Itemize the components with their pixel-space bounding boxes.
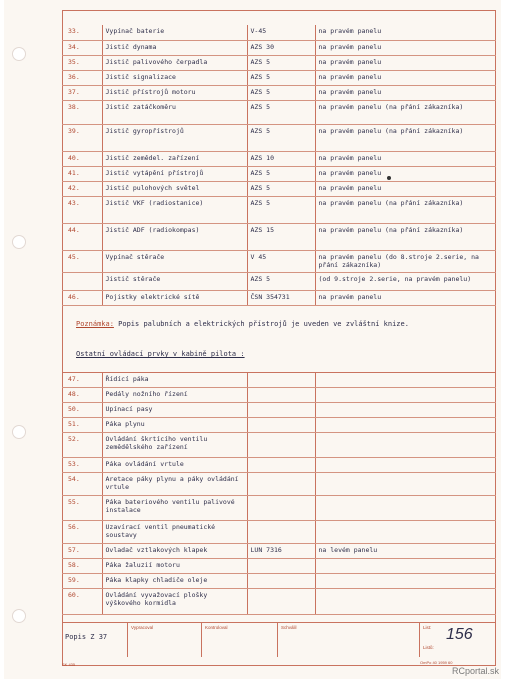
- item-location: [315, 589, 496, 615]
- table-row: [62, 574, 496, 589]
- item-type: [247, 559, 315, 574]
- title-block: [62, 622, 496, 656]
- item-number: 38.: [62, 100, 102, 124]
- item-type: ČSN 354731: [247, 290, 315, 305]
- item-description: Páka klapky chladiče oleje: [102, 574, 247, 589]
- item-location: [315, 458, 496, 473]
- item-type: AZS 5: [247, 166, 315, 181]
- table-row: [62, 388, 496, 403]
- item-type: [247, 473, 315, 496]
- item-type: [247, 373, 315, 388]
- punch-hole: [12, 425, 26, 439]
- item-type: [247, 574, 315, 589]
- print-code: OmPo 40 1959 60: [420, 660, 453, 665]
- table-row: [62, 559, 496, 574]
- table-row: [62, 196, 496, 223]
- listu-label: Listů:: [423, 645, 434, 650]
- item-description: Páka plynu: [102, 418, 247, 433]
- item-description: Uzavírací ventil pneumatické soustavy: [102, 521, 247, 544]
- page-number: 156: [446, 626, 473, 643]
- item-number: 56.: [62, 521, 102, 544]
- kontroloval-label: Kontroloval: [202, 623, 278, 657]
- item-type: AZS 15: [247, 223, 315, 250]
- table-row: [62, 521, 496, 544]
- item-location: na pravém panelu: [315, 25, 496, 40]
- item-number: 48.: [62, 388, 102, 403]
- table-row: [62, 166, 496, 181]
- table-row: [62, 290, 496, 305]
- table-row: [62, 373, 496, 388]
- vypracoval-label: Vypracoval: [128, 623, 202, 657]
- item-description: Jistič přístrojů motoru: [102, 85, 247, 100]
- item-number: 47.: [62, 373, 102, 388]
- item-number: 53.: [62, 458, 102, 473]
- form-code: SK 435: [62, 662, 76, 667]
- item-location: [315, 388, 496, 403]
- item-number: 58.: [62, 559, 102, 574]
- doc-title: Popis Z 37: [62, 623, 128, 657]
- electrical-items-table: [62, 25, 496, 306]
- table-row: [62, 151, 496, 166]
- item-description: Páka ovládání vrtule: [102, 458, 247, 473]
- item-number: 37.: [62, 85, 102, 100]
- item-description: Pojistky elektrické sítě: [102, 290, 247, 305]
- table-row: [62, 70, 496, 85]
- item-location: na levém panelu: [315, 544, 496, 559]
- ink-dot: [387, 176, 391, 180]
- item-number: 46.: [62, 290, 102, 305]
- item-description: Jistič palivového čerpadla: [102, 55, 247, 70]
- item-number: 39.: [62, 124, 102, 151]
- item-description: Řídící páka: [102, 373, 247, 388]
- item-number: 59.: [62, 574, 102, 589]
- item-description: Páka žaluzií motoru: [102, 559, 247, 574]
- table-row: [62, 250, 496, 272]
- item-type: [247, 388, 315, 403]
- item-description: Jistič signalizace: [102, 70, 247, 85]
- cockpit-controls-table: [62, 372, 496, 615]
- item-type: AZS 5: [247, 272, 315, 290]
- item-description: Ovladač vztlakových klapek: [102, 544, 247, 559]
- item-location: [315, 559, 496, 574]
- item-description: Vypínač baterie: [102, 25, 247, 40]
- schvalil-label: Schválil: [278, 623, 420, 657]
- item-type: AZS 5: [247, 196, 315, 223]
- item-description: Jistič gyropřístrojů: [102, 124, 247, 151]
- table-row: [62, 403, 496, 418]
- item-number: 40.: [62, 151, 102, 166]
- table-row: [62, 40, 496, 55]
- item-location: [315, 473, 496, 496]
- item-number: 54.: [62, 473, 102, 496]
- item-location: [315, 433, 496, 458]
- section-heading: Ostatní ovládací prvky v kabině pilota :: [76, 350, 245, 358]
- table-row: [62, 473, 496, 496]
- table-row: [62, 458, 496, 473]
- table-row: [62, 433, 496, 458]
- table-row: [62, 25, 496, 40]
- watermark: RCportal.sk: [451, 666, 499, 676]
- item-location: [315, 373, 496, 388]
- table-row: [62, 100, 496, 124]
- punch-hole: [12, 609, 26, 623]
- item-type: AZS 30: [247, 40, 315, 55]
- note-line: [76, 320, 494, 328]
- item-number: 35.: [62, 55, 102, 70]
- item-location: na pravém panelu (na přání zákazníka): [315, 124, 496, 151]
- item-type: AZS 5: [247, 100, 315, 124]
- item-description: Ovládání škrtícího ventilu zemědělského zařízení: [102, 433, 247, 458]
- item-number: 34.: [62, 40, 102, 55]
- item-description: Aretace páky plynu a páky ovládání vrtule: [102, 473, 247, 496]
- item-type: [247, 458, 315, 473]
- item-location: na pravém panelu: [315, 151, 496, 166]
- item-location: na pravém panelu (na přání zákazníka): [315, 223, 496, 250]
- item-description: Upínací pasy: [102, 403, 247, 418]
- item-type: [247, 403, 315, 418]
- item-type: [247, 589, 315, 615]
- item-type: [247, 433, 315, 458]
- item-location: na pravém panelu (na přání zákazníka): [315, 100, 496, 124]
- table-row: [62, 124, 496, 151]
- item-type: V-45: [247, 25, 315, 40]
- item-description: Jistič VKF (radiostanice): [102, 196, 247, 223]
- item-location: na pravém panelu: [315, 40, 496, 55]
- item-number: 43.: [62, 196, 102, 223]
- item-location: [315, 574, 496, 589]
- item-type: LUN 7316: [247, 544, 315, 559]
- item-location: [315, 418, 496, 433]
- table-row: [62, 496, 496, 521]
- item-number: 41.: [62, 166, 102, 181]
- item-location: na pravém panelu: [315, 166, 496, 181]
- table-row: [62, 55, 496, 70]
- item-number: 55.: [62, 496, 102, 521]
- table-row: [62, 181, 496, 196]
- item-type: AZS 5: [247, 181, 315, 196]
- item-description: Jistič zatáčkoměru: [102, 100, 247, 124]
- item-type: AZS 5: [247, 70, 315, 85]
- item-type: [247, 418, 315, 433]
- item-type: AZS 5: [247, 85, 315, 100]
- note-text: Popis palubních a elektrických přístrojů je uveden ve zvláštní knize.: [113, 320, 409, 328]
- item-location: na pravém panelu: [315, 55, 496, 70]
- item-number: 52.: [62, 433, 102, 458]
- list-label: List:: [423, 625, 432, 630]
- item-type: [247, 496, 315, 521]
- item-type: V 45: [247, 250, 315, 272]
- table-row: [62, 589, 496, 615]
- item-number: 36.: [62, 70, 102, 85]
- item-location: na pravém panelu (na přání zákazníka): [315, 196, 496, 223]
- item-type: AZS 10: [247, 151, 315, 166]
- table-row: [62, 418, 496, 433]
- item-type: AZS 5: [247, 124, 315, 151]
- item-location: na pravém panelu: [315, 290, 496, 305]
- item-location: na pravém panelu: [315, 70, 496, 85]
- table-row: [62, 272, 496, 290]
- item-type: AZS 5: [247, 55, 315, 70]
- table-row: [62, 85, 496, 100]
- item-description: Ovládání vyvažovací plošky výškového kormidla: [102, 589, 247, 615]
- item-description: Jistič vytápění přístrojů: [102, 166, 247, 181]
- item-location: [315, 496, 496, 521]
- item-description: Jistič ADF (radiokompas): [102, 223, 247, 250]
- punch-hole: [12, 47, 26, 61]
- item-type: [247, 521, 315, 544]
- item-description: Jistič dynama: [102, 40, 247, 55]
- note-label: Poznámka:: [76, 320, 114, 328]
- item-number: [62, 272, 102, 290]
- item-number: 33.: [62, 25, 102, 40]
- item-location: [315, 521, 496, 544]
- item-number: 51.: [62, 418, 102, 433]
- item-description: Jistič stěrače: [102, 272, 247, 290]
- item-description: Jistič zemědel. zařízení: [102, 151, 247, 166]
- item-number: 50.: [62, 403, 102, 418]
- item-number: 42.: [62, 181, 102, 196]
- item-location: na pravém panelu: [315, 85, 496, 100]
- item-location: na pravém panelu: [315, 181, 496, 196]
- item-description: Vypínač stěrače: [102, 250, 247, 272]
- item-location: (od 9.stroje 2.serie, na pravém panelu): [315, 272, 496, 290]
- table-row: [62, 544, 496, 559]
- item-description: Jistič pulohových světel: [102, 181, 247, 196]
- item-number: 44.: [62, 223, 102, 250]
- punch-hole: [12, 235, 26, 249]
- item-number: 45.: [62, 250, 102, 272]
- item-location: na pravém panelu (do 8.stroje 2.serie, na přání zákazníka): [315, 250, 496, 272]
- item-description: Páka bateriového ventilu palivové instalace: [102, 496, 247, 521]
- item-description: Pedály nožního řízení: [102, 388, 247, 403]
- item-number: 60.: [62, 589, 102, 615]
- item-number: 57.: [62, 544, 102, 559]
- item-location: [315, 403, 496, 418]
- table-row: [62, 223, 496, 250]
